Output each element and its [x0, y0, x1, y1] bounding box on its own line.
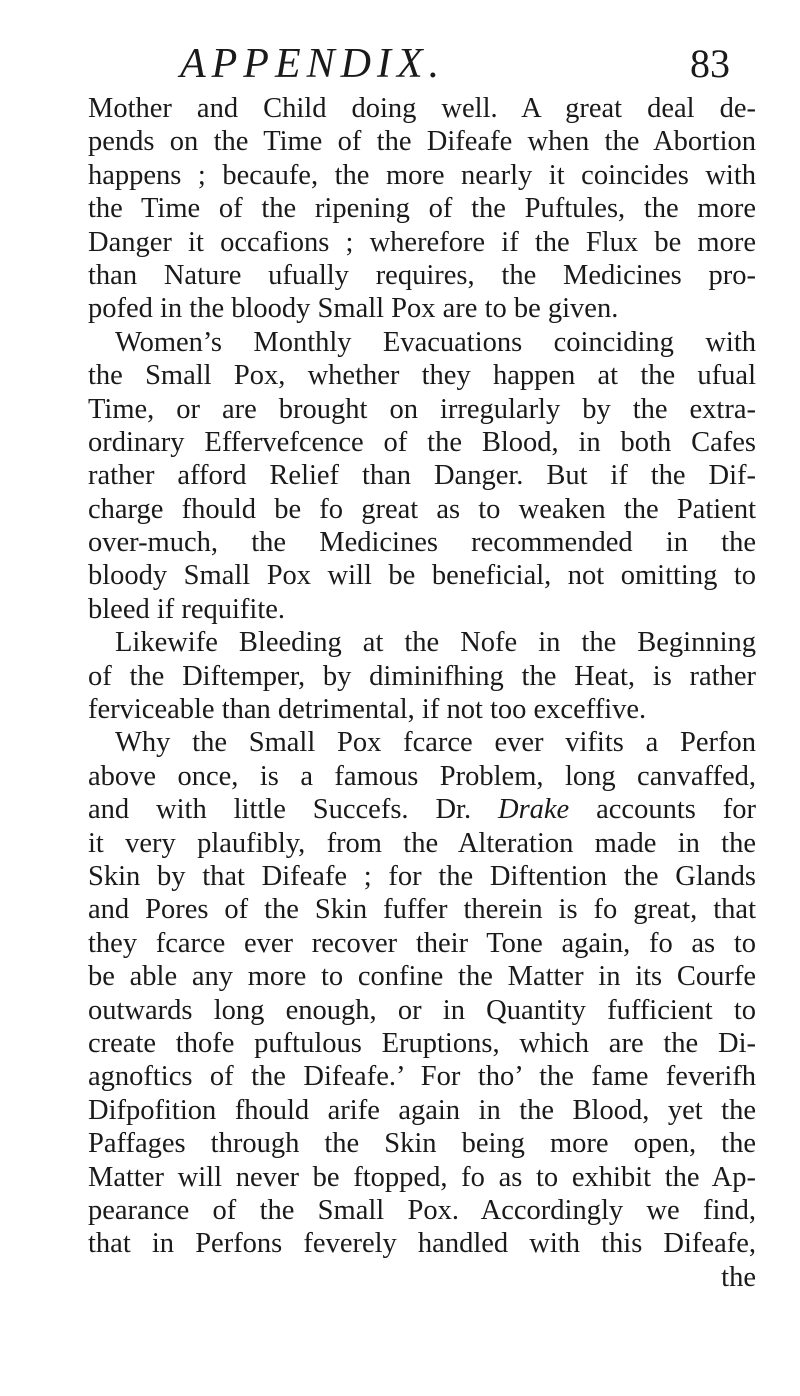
text-line: that in Perfons feverely handled with this Difeafe, — [88, 1228, 756, 1260]
text-line: pearance of the Small Pox. Accordingly we find, — [88, 1194, 756, 1226]
text-line: of the Diftemper, by diminifhing the Heat, is rather — [88, 660, 756, 692]
running-head — [90, 40, 730, 90]
text-line: the Small Pox, whether they happen at the ufual — [88, 360, 756, 392]
text-line: Likewife Bleeding at the Nofe in the Beginning — [115, 627, 756, 659]
text-line: the Time of the ripening of the Puftules, the more — [88, 193, 756, 225]
text-line: it very plaufibly, from the Alteration made in the — [88, 827, 756, 859]
text-line: Danger it occafions ; wherefore if the Flux be more — [88, 226, 756, 258]
text-line: they fcarce ever recover their Tone again, fo as to — [88, 927, 756, 959]
text-line: and Pores of the Skin fuffer therein is fo great, that — [88, 894, 756, 926]
text-line: happens ; becaufe, the more nearly it coincides with — [88, 159, 756, 191]
text-line: rather afford Relief than Danger. But if the Dif- — [88, 460, 756, 492]
text-line: the — [721, 1261, 756, 1293]
text-line: ordinary Effervefcence of the Blood, in both Cafes — [88, 426, 756, 458]
running-head-title: APPENDIX. — [180, 41, 446, 87]
text-line: be able any more to confine the Matter in its Courfe — [88, 961, 756, 993]
text-line: bleed if requifite. — [88, 593, 286, 625]
text-line: charge fhould be fo great as to weaken the Patient — [88, 493, 756, 525]
text-line: than Nature ufually requires, the Medicines pro- — [88, 259, 756, 291]
text-line: Women’s Monthly Evacuations coinciding with — [115, 326, 756, 358]
text-line: Matter will never be ftopped, fo as to exhibit the Ap- — [88, 1161, 756, 1193]
text-line: Paffages through the Skin being more open, the — [88, 1128, 756, 1160]
text-line: bloody Small Pox will be beneficial, not omitting to — [88, 560, 756, 592]
text-line: Why the Small Pox fcarce ever vifits a Perfon — [115, 727, 756, 759]
body-text — [88, 92, 756, 1294]
text-line: create thofe puftulous Eruptions, which are the Di- — [88, 1027, 756, 1059]
text-line: over-much, the Medicines recommended in the — [88, 527, 756, 559]
text-line: outwards long enough, or in Quantity fufficient to — [88, 994, 756, 1026]
text-line: pends on the Time of the Difeafe when the Abortion — [88, 126, 756, 158]
text-line: pofed in the bloody Small Pox are to be given. — [88, 293, 619, 325]
text-line: Mother and Child doing well. A great deal de- — [88, 93, 756, 124]
italic-name: Drake — [497, 794, 570, 826]
text-line: above once, is a famous Problem, long canvaffed, — [88, 760, 756, 792]
text-line: Skin by that Difeafe ; for the Diftention the Glands — [88, 860, 756, 892]
text-line: agnoftics of the Difeafe.’ For tho’ the fame feverifh — [88, 1061, 756, 1093]
text-line: and with little Succefs. Dr. Drake accounts for — [88, 794, 756, 826]
text-line: Time, or are brought on irregularly by the extra- — [88, 393, 756, 425]
text-line: Difpofition fhould arife again in the Blood, yet the — [88, 1094, 756, 1126]
text-line: ferviceable than detrimental, if not too exceffive. — [88, 694, 647, 726]
page-number: 83 — [690, 41, 730, 86]
